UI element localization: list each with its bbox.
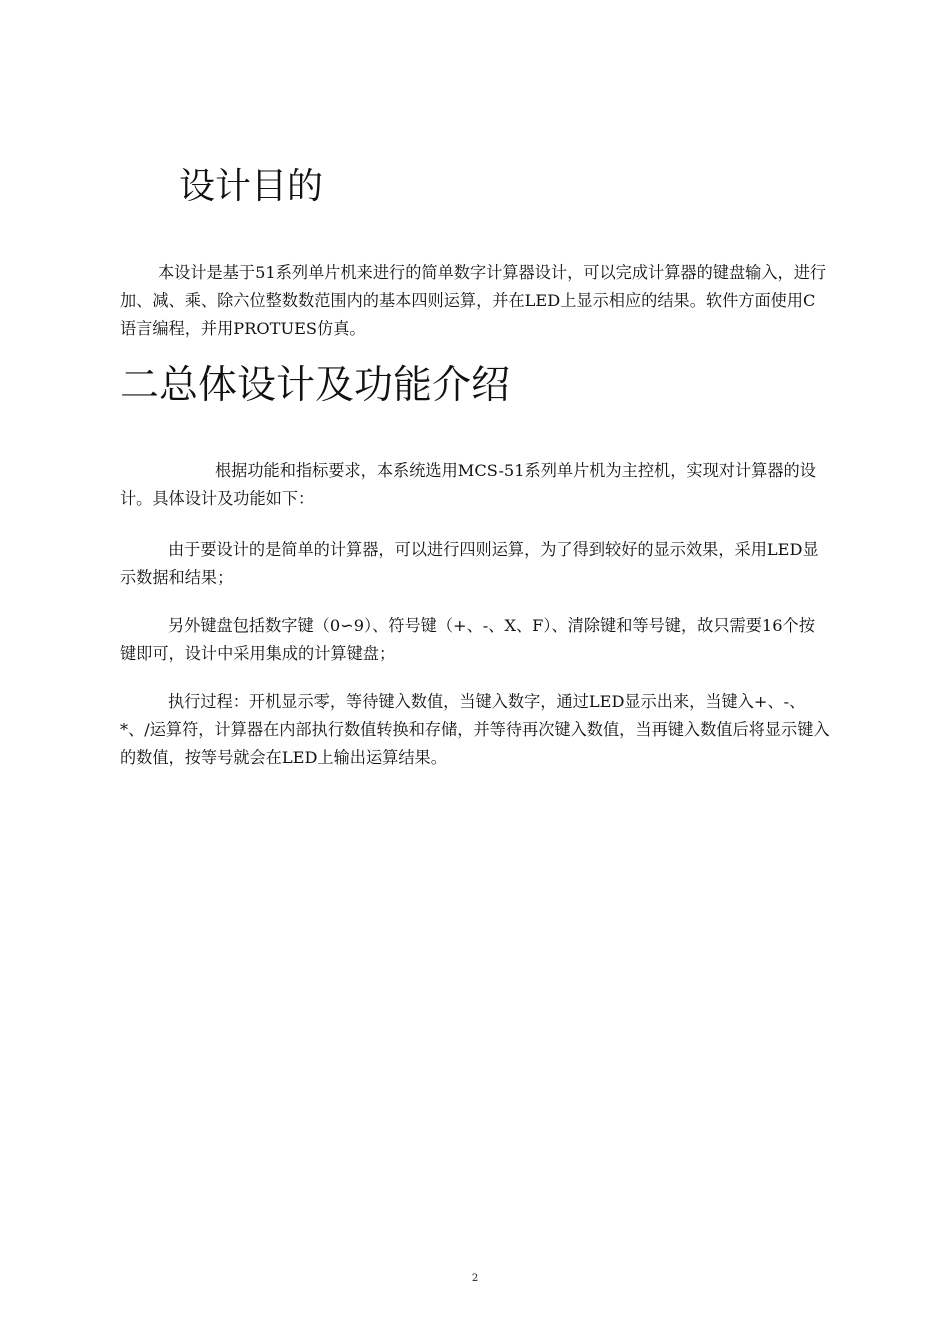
page-number: 2 — [471, 1273, 479, 1284]
section-title-design-purpose: 设计目的 — [179, 166, 324, 207]
section-title-overall-design: 二总体设计及功能介绍 — [120, 363, 511, 408]
paragraph-execution-process: 执行过程：开机显示零，等待键入数值，当键入数字，通过LED显示出来，当键入+、-、*、/运算符，计算器在内部执行数值转换和存储，并等待再次键入数值，当再键入数值后将显示键入的数值，按等号就会在LED上输出运算结果。 — [120, 692, 830, 767]
paragraph-keyboard: 另外键盘包括数字键（0∽9）、符号键（+、-、X、F）、清除键和等号键，故只需要16个按键即可，设计中采用集成的计算键盘； — [120, 616, 815, 663]
paragraph-led-display: 由于要设计的是简单的计算器，可以进行四则运算，为了得到较好的显示效果，采用LED显示数据和结果； — [120, 540, 819, 587]
paragraph-design-purpose: 本设计是基于51系列单片机来进行的简单数字计算器设计，可以完成计算器的键盘输入，进行加、减、乘、除六位整数数范围内的基本四则运算，并在LED上显示相应的结果。软件方面使用C语言编程，并用PROTUES仿真。 — [120, 263, 827, 338]
paragraph-system-selection: 根据功能和指标要求，本系统选用MCS-51系列单片机为主控机，实现对计算器的设计。具体设计及功能如下： — [120, 461, 816, 508]
